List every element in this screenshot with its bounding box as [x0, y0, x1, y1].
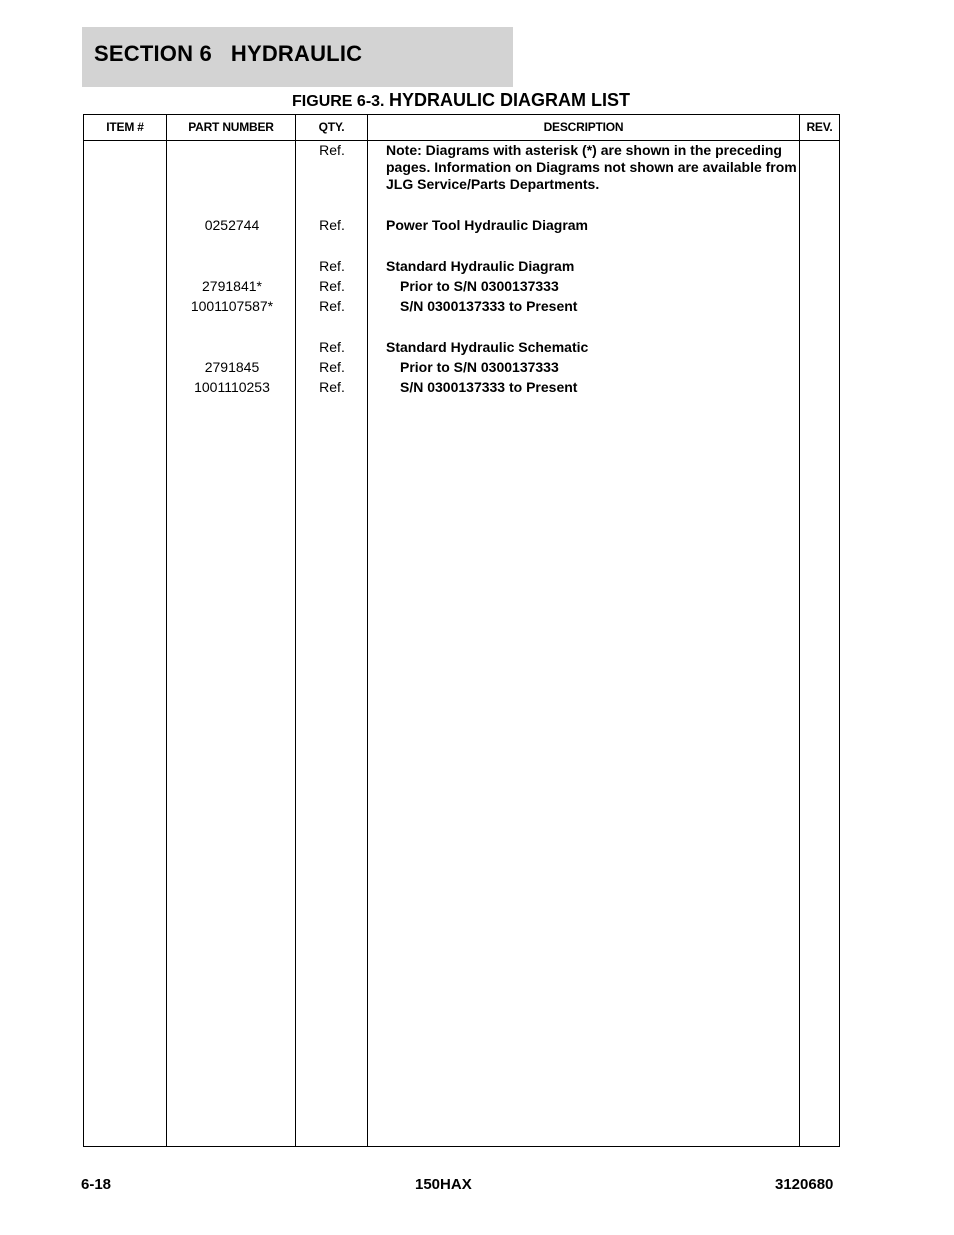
footer-doc-number: 3120680	[775, 1176, 834, 1193]
row-description: Standard Hydraulic Diagram	[386, 258, 575, 274]
header-description: DESCRIPTION	[543, 120, 624, 134]
row-description: Power Tool Hydraulic Diagram	[386, 217, 589, 233]
row-qty: Ref.	[319, 339, 345, 355]
row-qty: Ref.	[319, 142, 345, 158]
row-qty: Ref.	[319, 298, 345, 314]
section-title: SECTION 6 HYDRAULIC	[94, 41, 363, 66]
row-qty: Ref.	[319, 278, 345, 294]
row-description: Prior to S/N 0300137333	[400, 278, 559, 294]
row-part-number: 2791845	[204, 359, 260, 375]
footer-model: 150HAX	[415, 1176, 472, 1193]
figure-name: HYDRAULIC DIAGRAM LIST	[388, 90, 630, 110]
row-description: S/N 0300137333 to Present	[400, 298, 578, 314]
row-qty: Ref.	[319, 379, 345, 395]
header-part-number: PART NUMBER	[188, 120, 274, 134]
header-rev: REV.	[806, 120, 833, 134]
column-divider	[799, 115, 800, 1146]
row-qty: Ref.	[319, 258, 345, 274]
column-divider	[166, 115, 167, 1146]
row-part-number: 1001110253	[194, 379, 270, 395]
row-part-number: 0252744	[204, 217, 260, 233]
row-qty: Ref.	[319, 217, 345, 233]
row-qty: Ref.	[319, 359, 345, 375]
section-banner	[82, 27, 513, 87]
note-text: Note: Diagrams with asterisk (*) are shown in the preceding pages. Information on Diagrams not shown are available from JLG Service/Parts Departments.	[386, 142, 797, 192]
figure-title	[82, 90, 840, 111]
row-part-number: 1001107587*	[190, 298, 274, 314]
row-description: S/N 0300137333 to Present	[400, 379, 578, 395]
footer-page-number: 6-18	[81, 1176, 112, 1193]
header-item: ITEM #	[106, 120, 144, 134]
row-description: Standard Hydraulic Schematic	[386, 339, 589, 355]
figure-label: FIGURE 6-3.	[292, 93, 385, 110]
row-description: Prior to S/N 0300137333	[400, 359, 559, 375]
parts-table	[83, 114, 840, 1147]
table-header	[84, 115, 839, 141]
header-qty: QTY.	[318, 120, 345, 134]
row-part-number: 2791841*	[202, 278, 262, 294]
